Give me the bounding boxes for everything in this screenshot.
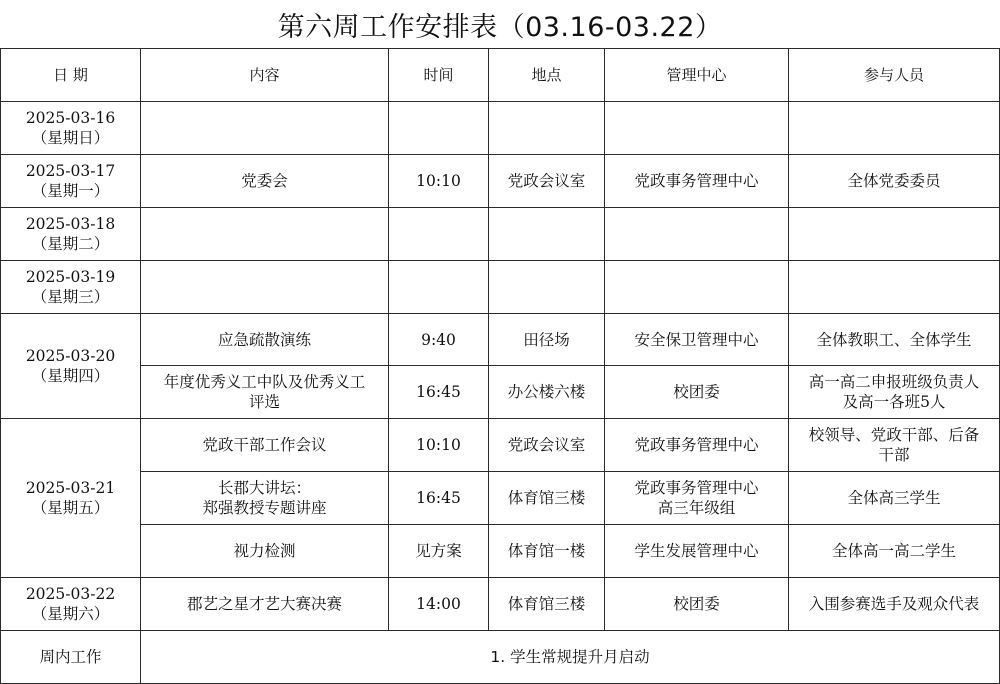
place-cell [489, 102, 605, 155]
center-cell [605, 102, 789, 155]
content-cell: 应急疏散演练 [141, 314, 389, 366]
table-row [1, 366, 1000, 419]
center-cell: 党政事务管理中心 高三年级组 [605, 472, 789, 525]
participants-cell: 全体教职工、全体学生 [789, 314, 1000, 366]
table-row [1, 155, 1000, 208]
date-cell: 2025-03-16 （星期日） [1, 102, 141, 155]
place-cell: 党政会议室 [489, 419, 605, 472]
participants-cell: 校领导、党政干部、后备 干部 [789, 419, 1000, 472]
header-time: 时间 [389, 49, 489, 102]
summary-text: 1. 学生常规提升月启动 [141, 631, 1000, 684]
content-cell: 视力检测 [141, 525, 389, 578]
schedule-table [0, 48, 1000, 684]
center-cell: 校团委 [605, 366, 789, 419]
content-cell: 长郡大讲坛： 郑强教授专题讲座 [141, 472, 389, 525]
place-cell: 体育馆三楼 [489, 578, 605, 631]
header-content: 内容 [141, 49, 389, 102]
time-cell: 见方案 [389, 525, 489, 578]
table-row [1, 102, 1000, 155]
date-cell: 2025-03-21 （星期五） [1, 419, 141, 578]
table-row [1, 472, 1000, 525]
participants-cell: 入围参赛选手及观众代表 [789, 578, 1000, 631]
place-cell: 党政会议室 [489, 155, 605, 208]
place-cell: 办公楼六楼 [489, 366, 605, 419]
place-cell [489, 208, 605, 261]
center-cell: 校团委 [605, 578, 789, 631]
date-cell: 2025-03-17 （星期一） [1, 155, 141, 208]
time-cell [389, 208, 489, 261]
content-cell [141, 261, 389, 314]
date-cell: 2025-03-19 （星期三） [1, 261, 141, 314]
content-cell: 郡艺之星才艺大赛决赛 [141, 578, 389, 631]
participants-cell: 全体高三学生 [789, 472, 1000, 525]
center-cell [605, 208, 789, 261]
participants-cell [789, 102, 1000, 155]
place-cell: 体育馆一楼 [489, 525, 605, 578]
place-cell [489, 261, 605, 314]
participants-cell: 全体党委委员 [789, 155, 1000, 208]
header-date: 日 期 [1, 49, 141, 102]
participants-cell [789, 261, 1000, 314]
participants-cell: 高一高二申报班级负责人 及高一各班5人 [789, 366, 1000, 419]
time-cell [389, 102, 489, 155]
center-cell: 党政事务管理中心 [605, 155, 789, 208]
center-cell [605, 261, 789, 314]
page-title: 第六周工作安排表（03.16-03.22） [277, 11, 723, 43]
participants-cell [789, 208, 1000, 261]
table-row [1, 314, 1000, 366]
content-cell: 党委会 [141, 155, 389, 208]
date-cell: 2025-03-20 （星期四） [1, 314, 141, 419]
date-cell: 2025-03-18 （星期二） [1, 208, 141, 261]
time-cell: 14:00 [389, 578, 489, 631]
header-center: 管理中心 [605, 49, 789, 102]
content-cell: 党政干部工作会议 [141, 419, 389, 472]
content-cell [141, 208, 389, 261]
time-cell: 9:40 [389, 314, 489, 366]
header-row [1, 49, 1000, 102]
table-row [1, 261, 1000, 314]
place-cell: 体育馆三楼 [489, 472, 605, 525]
header-place: 地点 [489, 49, 605, 102]
summary-label: 周内工作 [1, 631, 141, 684]
participants-cell: 全体高一高二学生 [789, 525, 1000, 578]
center-cell: 党政事务管理中心 [605, 419, 789, 472]
header-participants: 参与人员 [789, 49, 1000, 102]
time-cell: 16:45 [389, 366, 489, 419]
summary-row [1, 631, 1000, 684]
center-cell: 安全保卫管理中心 [605, 314, 789, 366]
time-cell: 10:10 [389, 155, 489, 208]
time-cell: 10:10 [389, 419, 489, 472]
table-row [1, 208, 1000, 261]
time-cell [389, 261, 489, 314]
date-cell: 2025-03-22 （星期六） [1, 578, 141, 631]
time-cell: 16:45 [389, 472, 489, 525]
table-row [1, 419, 1000, 472]
place-cell: 田径场 [489, 314, 605, 366]
content-cell [141, 102, 389, 155]
content-cell: 年度优秀义工中队及优秀义工 评选 [141, 366, 389, 419]
center-cell: 学生发展管理中心 [605, 525, 789, 578]
table-row [1, 525, 1000, 578]
table-row [1, 578, 1000, 631]
